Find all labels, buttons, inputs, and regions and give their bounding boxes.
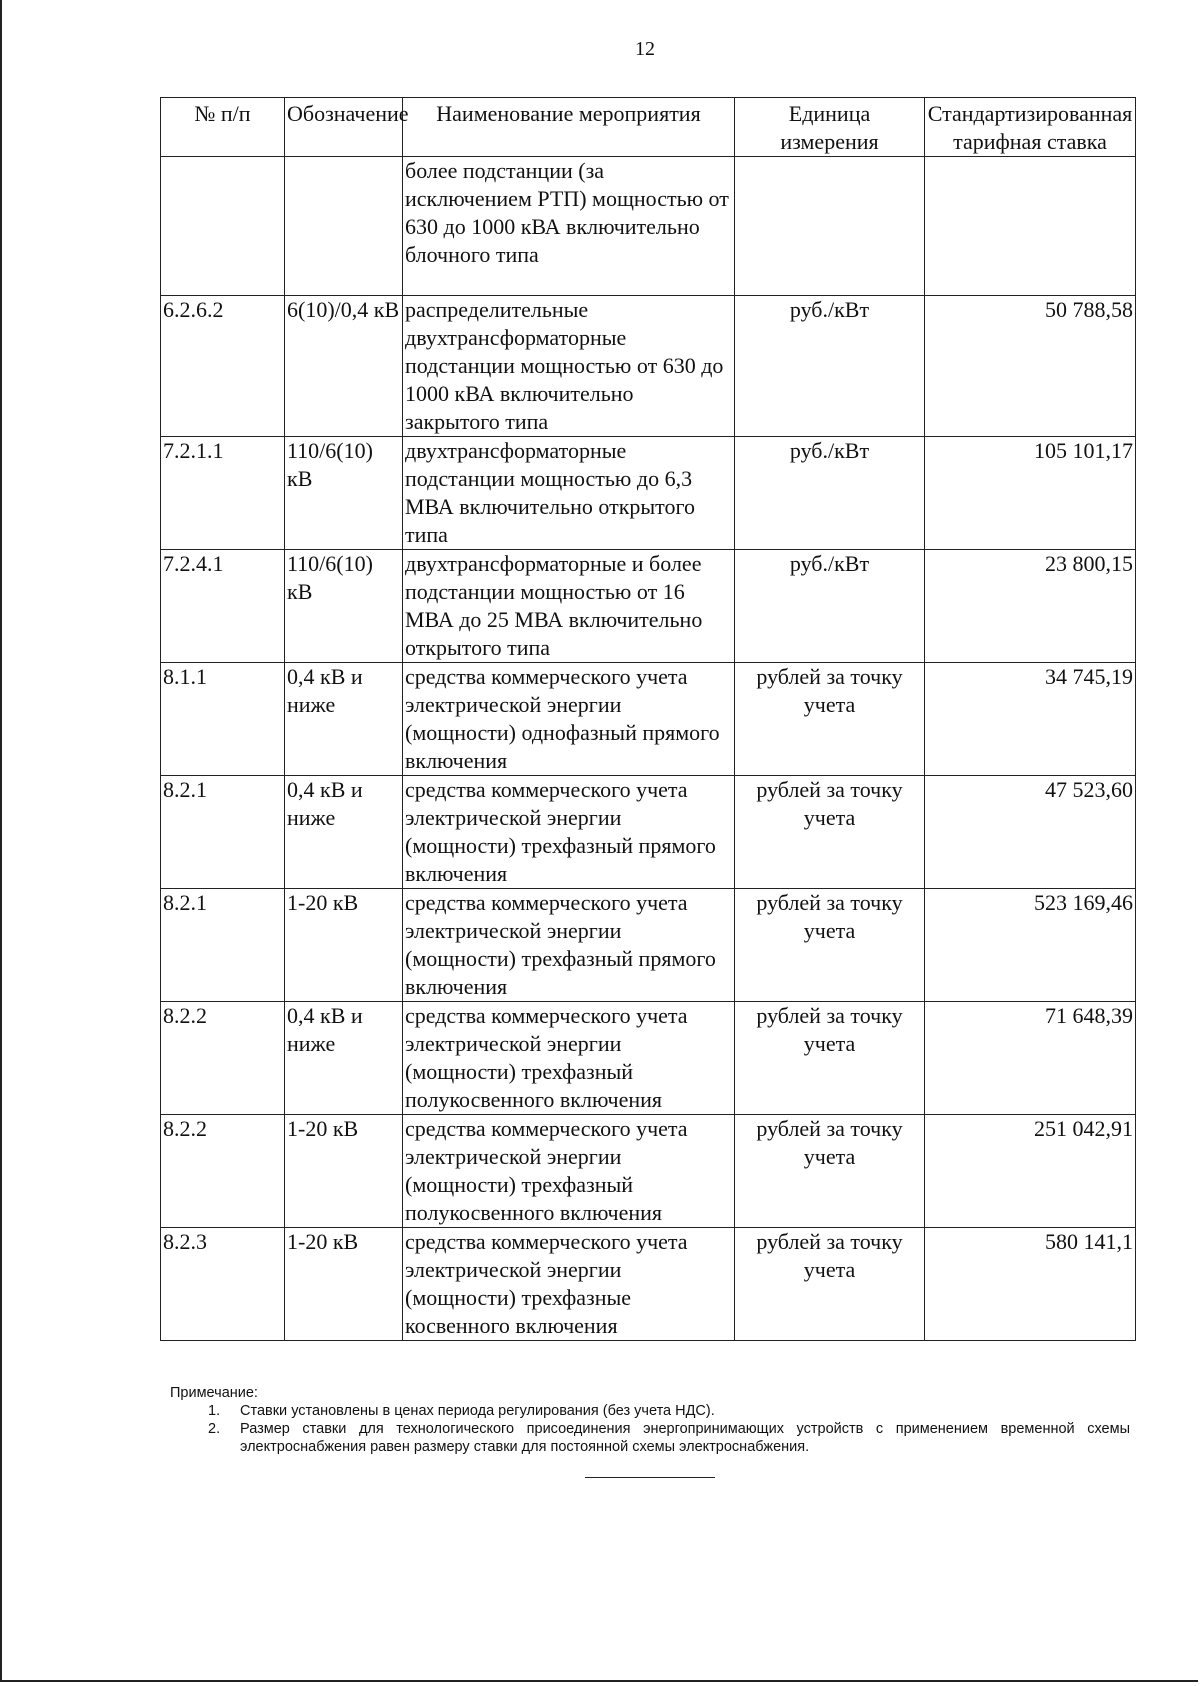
cell-name: средства коммерческого учета электрической энергии (мощности) трехфазные косвенного включения	[403, 1228, 735, 1341]
cell-rate: 23 800,15	[925, 550, 1136, 663]
cell-designation: 1-20 кВ	[285, 1115, 403, 1228]
cell-rate	[925, 157, 1136, 296]
table-row	[161, 663, 1136, 776]
cell-num: 8.2.2	[161, 1002, 285, 1115]
cell-unit: руб./кВт	[735, 437, 925, 550]
cell-unit: рублей за точку учета	[735, 776, 925, 889]
header-name: Наименование мероприятия	[403, 98, 735, 157]
header-num: № п/п	[161, 98, 285, 157]
cell-designation: 110/6(10) кВ	[285, 550, 403, 663]
cell-num: 8.1.1	[161, 663, 285, 776]
cell-rate: 251 042,91	[925, 1115, 1136, 1228]
header-rate: Стандартизированная тарифная ставка	[925, 98, 1136, 157]
cell-rate: 105 101,17	[925, 437, 1136, 550]
cell-name: средства коммерческого учета электрической энергии (мощности) трехфазный полукосвенного включения	[403, 1115, 735, 1228]
cell-unit: рублей за точку учета	[735, 1115, 925, 1228]
table-row	[161, 1115, 1136, 1228]
cell-num: 8.2.1	[161, 889, 285, 1002]
cell-designation: 1-20 кВ	[285, 1228, 403, 1341]
cell-unit: рублей за точку учета	[735, 663, 925, 776]
notes-title: Примечание:	[170, 1385, 258, 1401]
cell-rate: 580 141,1	[925, 1228, 1136, 1341]
cell-rate: 47 523,60	[925, 776, 1136, 889]
cell-unit	[735, 157, 925, 296]
header-designation: Обозначение	[285, 98, 403, 157]
notes-section	[170, 1384, 1130, 1456]
cell-designation: 1-20 кВ	[285, 889, 403, 1002]
cell-name: средства коммерческого учета электрической энергии (мощности) трехфазный прямого включения	[403, 776, 735, 889]
cell-rate: 523 169,46	[925, 889, 1136, 1002]
note-number: 1.	[208, 1403, 221, 1419]
note-number: 2.	[208, 1421, 221, 1437]
table-row	[161, 776, 1136, 889]
cell-rate: 34 745,19	[925, 663, 1136, 776]
cell-unit: рублей за точку учета	[735, 889, 925, 1002]
cell-name: средства коммерческого учета электрической энергии (мощности) трехфазный прямого включения	[403, 889, 735, 1002]
cell-unit: руб./кВт	[735, 550, 925, 663]
cell-name: средства коммерческого учета электрической энергии (мощности) однофазный прямого включения	[403, 663, 735, 776]
note-text: Размер ставки для технологического присоединения энергопринимающих устройств с применением временной схемы электроснабжения равен размеру ставки для постоянной схемы электроснабжения.	[240, 1421, 1130, 1455]
cell-rate: 50 788,58	[925, 296, 1136, 437]
table-header-row	[161, 98, 1136, 157]
cell-name: распределительные двухтрансформаторные подстанции мощностью от 630 до 1000 кВА включительно закрытого типа	[403, 296, 735, 437]
cell-unit: руб./кВт	[735, 296, 925, 437]
cell-num: 8.2.3	[161, 1228, 285, 1341]
cell-num: 7.2.4.1	[161, 550, 285, 663]
tariff-table	[160, 97, 1136, 1341]
note-text: Ставки установлены в ценах периода регулирования (без учета НДС).	[240, 1403, 715, 1419]
cell-num	[161, 157, 285, 296]
cell-unit: рублей за точку учета	[735, 1002, 925, 1115]
end-rule	[585, 1477, 715, 1478]
cell-name: двухтрансформаторные и более подстанции мощностью от 16 МВА до 25 МВА включительно открытого типа	[403, 550, 735, 663]
cell-designation: 0,4 кВ и ниже	[285, 776, 403, 889]
table-row	[161, 437, 1136, 550]
cell-name: более подстанции (за исключением РТП) мощностью от 630 до 1000 кВА включительно блочного типа	[403, 157, 735, 296]
note-item	[208, 1420, 1130, 1456]
cell-name: средства коммерческого учета электрической энергии (мощности) трехфазный полукосвенного включения	[403, 1002, 735, 1115]
table-row	[161, 296, 1136, 437]
cell-rate: 71 648,39	[925, 1002, 1136, 1115]
cell-num: 8.2.1	[161, 776, 285, 889]
header-unit: Единица измерения	[735, 98, 925, 157]
table-row	[161, 1002, 1136, 1115]
cell-designation	[285, 157, 403, 296]
table-row	[161, 550, 1136, 663]
table-row	[161, 889, 1136, 1002]
note-item	[208, 1402, 1130, 1420]
cell-name: двухтрансформаторные подстанции мощностью до 6,3 МВА включительно открытого типа	[403, 437, 735, 550]
cell-designation: 6(10)/0,4 кВ	[285, 296, 403, 437]
cell-unit: рублей за точку учета	[735, 1228, 925, 1341]
cell-designation: 0,4 кВ и ниже	[285, 1002, 403, 1115]
cell-designation: 110/6(10) кВ	[285, 437, 403, 550]
table-row	[161, 157, 1136, 296]
cell-designation: 0,4 кВ и ниже	[285, 663, 403, 776]
cell-num: 8.2.2	[161, 1115, 285, 1228]
table-row	[161, 1228, 1136, 1341]
cell-num: 6.2.6.2	[161, 296, 285, 437]
cell-num: 7.2.1.1	[161, 437, 285, 550]
page-number: 12	[635, 38, 655, 60]
